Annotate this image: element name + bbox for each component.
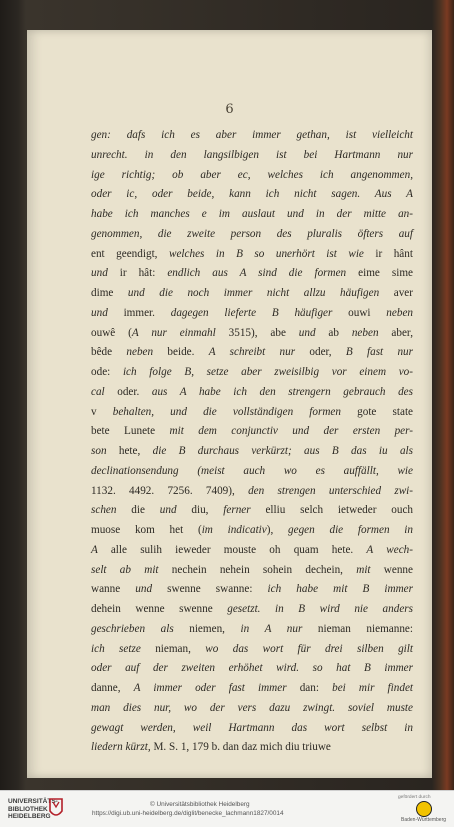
text-line	[91, 679, 413, 699]
roman-segment: nieman,	[155, 642, 206, 655]
italic-segment: ferner	[223, 504, 266, 517]
italic-segment: behalten, und die vollständigen formen	[112, 405, 358, 418]
italic-segment: man dies nur, wo der vers dazu zwingt. soviel muste	[91, 701, 413, 714]
roman-segment: ent geendigt,	[91, 247, 169, 260]
italic-segment: im indicativ	[201, 524, 267, 536]
italic-segment: gewagt werden, weil Hartmann das wort selbst in	[91, 721, 413, 734]
italic-segment: endlich aus A sind die formen	[167, 267, 359, 280]
roman-segment: immer.	[123, 306, 171, 319]
text-line	[91, 225, 413, 245]
italic-segment: ich habe mit B immer	[267, 583, 414, 596]
text-line	[91, 166, 413, 186]
roman-segment: v	[91, 405, 113, 418]
roman-segment: ouwê (	[91, 326, 132, 339]
roman-segment: niemen,	[189, 622, 241, 635]
roman-segment: bêde	[91, 346, 127, 359]
italic-segment: A immer oder fast immer	[133, 682, 300, 694]
funder-logo-icon	[416, 801, 432, 817]
roman-segment: danne,	[91, 682, 134, 694]
text-line	[91, 383, 413, 403]
copyright-text: © Universitätsbibliothek Heidelberg	[150, 801, 250, 808]
text-line	[91, 482, 413, 502]
italic-segment: und	[91, 306, 124, 319]
roman-segment: diu,	[191, 504, 224, 517]
italic-segment: declinationsendung (meist auch wo es auffällt, wie	[91, 464, 413, 477]
body-text	[91, 126, 413, 758]
text-line	[91, 403, 413, 423]
italic-segment: neben	[351, 326, 392, 339]
funded-by-label: gefördert durch	[398, 795, 431, 800]
roman-segment: oder.	[117, 385, 152, 398]
italic-segment: neben	[126, 346, 168, 359]
text-line	[91, 521, 413, 541]
text-line	[91, 659, 413, 679]
text-line	[91, 126, 413, 146]
library-seal-icon	[48, 797, 64, 819]
italic-segment: liedern kürzt,	[91, 741, 154, 754]
text-line	[91, 442, 413, 462]
text-line	[91, 600, 413, 620]
italic-segment: welches in B so unerhört ist wie	[168, 247, 376, 260]
italic-segment: ich setze	[91, 642, 156, 655]
roman-segment: hete,	[118, 445, 153, 457]
italic-segment: gen: dafs ich es aber immer gethan, ist vielleicht	[91, 129, 413, 141]
roman-segment: 1132. 4492. 7256. 7409),	[91, 484, 249, 497]
text-line	[91, 304, 413, 324]
text-line	[91, 185, 413, 205]
text-line	[91, 462, 413, 482]
roman-segment: ode:	[91, 366, 123, 378]
italic-segment: unrecht. in den langsilbigen ist bei Hartmann nur	[91, 148, 413, 161]
roman-segment: ab	[328, 326, 352, 339]
italic-segment: wo das wort für drei silben gilt	[205, 642, 413, 655]
italic-segment: geschrieben als	[91, 622, 190, 635]
italic-segment: bei mir findet	[332, 682, 414, 694]
page-number: 6	[225, 102, 234, 117]
text-line	[91, 561, 413, 581]
italic-segment: die B durchaus verkürzt; aus B das iu als	[152, 445, 414, 457]
roman-segment: elliu selch ietweder ouch	[265, 504, 413, 517]
italic-segment: mit dem conjunctiv und der ersten per-	[169, 425, 413, 438]
roman-segment: eime sime	[358, 267, 413, 280]
roman-segment: M. S.	[153, 741, 181, 754]
roman-segment: swenne swanne:	[167, 583, 268, 596]
footer-bar	[0, 790, 454, 827]
roman-segment: ir hânt	[375, 247, 413, 260]
roman-segment: muose kom het (	[91, 524, 202, 536]
italic-segment: oder auf der zweiten erhöhet wird. so hat B immer	[91, 662, 413, 675]
italic-segment: genommen, die zweite person des pluralis öfters auf	[91, 227, 413, 240]
text-line	[91, 422, 413, 442]
roman-segment: alle sulih ieweder mouste oh quam hete.	[110, 543, 367, 556]
text-line	[91, 640, 413, 660]
text-line	[91, 205, 413, 225]
roman-segment: dime	[91, 287, 128, 299]
italic-segment: A schreibt nur	[208, 346, 310, 359]
roman-segment: ouwi	[348, 306, 387, 319]
italic-segment: neben	[386, 306, 414, 319]
roman-segment: oder,	[309, 346, 346, 359]
text-line	[91, 343, 413, 363]
logo-line: UNIVERSITÄTS-	[8, 798, 58, 805]
roman-segment: nechein nehein sohein dechein,	[171, 563, 357, 576]
italic-segment: habe ich manches e im auslaut und in der mitte an-	[91, 208, 413, 220]
text-line	[91, 363, 413, 383]
italic-segment: aus A habe ich den strengern gebrauch des	[151, 385, 413, 398]
text-line	[91, 620, 413, 640]
italic-segment: und	[159, 504, 192, 517]
funder-name: Baden-Württemberg	[401, 817, 447, 823]
roman-segment: wenne	[383, 563, 413, 576]
italic-segment: in A nur	[240, 622, 318, 635]
italic-segment: gesetzt. in B wird nie anders	[227, 603, 413, 615]
roman-segment: beide.	[167, 346, 209, 359]
text-line	[91, 541, 413, 561]
roman-segment: 3515), abe	[228, 326, 299, 339]
italic-segment: oder ic, oder beide, kann ich nicht sagen. Aus A	[91, 188, 413, 201]
roman-segment: dan daz mich diu triuwe	[222, 741, 331, 754]
logo-line: BIBLIOTHEK	[8, 805, 48, 813]
roman-segment: aber,	[391, 326, 414, 339]
italic-segment: cal	[91, 385, 118, 398]
text-line	[91, 264, 413, 284]
roman-segment: gote state	[357, 405, 414, 418]
text-line	[91, 719, 413, 739]
roman-segment: dan:	[299, 682, 333, 694]
italic-segment: selt ab mit	[91, 563, 172, 576]
italic-segment: dagegen lieferte B häufiger	[170, 306, 349, 319]
logo-line: HEIDELBERG	[8, 813, 51, 820]
text-line	[91, 146, 413, 166]
italic-segment: und	[298, 326, 329, 339]
italic-segment: den strengen unterschied zwi-	[248, 484, 413, 497]
italic-segment: ige richtig; ob aber ec, welches ich angenommen,	[91, 168, 413, 181]
roman-segment: ir hât:	[119, 267, 168, 280]
roman-segment: bete Lunete	[91, 425, 170, 438]
italic-segment: ich folge B, setze aber zweisilbig vor einem vo-	[122, 366, 413, 378]
text-line	[91, 580, 413, 600]
text-line	[91, 501, 413, 521]
source-url-link[interactable]: https://digi.ub.uni-heidelberg.de/diglit/benecke_lachmann1827/0014	[92, 810, 284, 817]
italic-segment: A wech-	[366, 543, 413, 556]
text-line	[91, 245, 413, 265]
italic-segment: B fast nur	[345, 346, 413, 359]
roman-segment: 1, 179 b.	[180, 741, 223, 754]
roman-segment: die	[131, 504, 160, 517]
italic-segment: schen	[91, 504, 132, 517]
italic-segment: son	[91, 445, 119, 457]
roman-segment: ),	[266, 524, 289, 536]
roman-segment: dehein wenne swenne	[91, 603, 228, 615]
italic-segment: und die noch immer nicht allzu häufigen	[127, 287, 394, 299]
italic-segment: und	[91, 267, 120, 280]
italic-segment: gegen die formen in	[288, 524, 413, 536]
italic-segment: mit	[356, 563, 384, 576]
roman-segment: wanne	[91, 583, 136, 596]
text-line	[91, 284, 413, 304]
italic-segment: A	[91, 543, 111, 556]
text-line	[91, 738, 413, 758]
roman-segment: nieman niemanne:	[317, 622, 413, 635]
book-page	[27, 30, 432, 778]
italic-segment: A nur einmahl	[131, 326, 229, 339]
text-line	[91, 699, 413, 719]
italic-segment: und	[135, 583, 168, 596]
text-line	[91, 324, 413, 344]
roman-segment: aver	[393, 287, 414, 299]
